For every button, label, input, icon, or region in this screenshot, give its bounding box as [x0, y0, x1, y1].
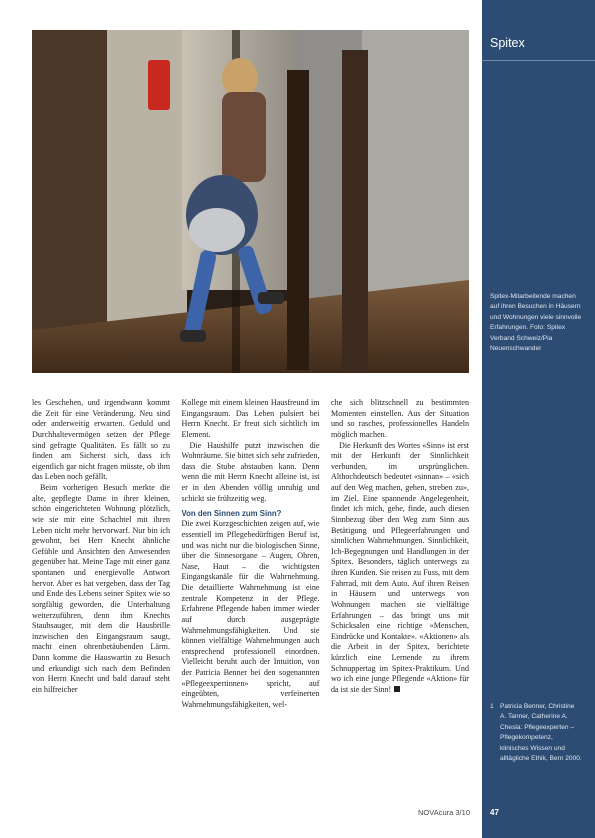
sidebar-divider: [482, 60, 595, 61]
paragraph-text: Die Herkunft des Wortes «Sinn» ist erst mit der Herkunft der Sinnlichkeit verbunden, im ursprünglichen. Althochdeutsch bedeutet «sinnan» – «sich auf den Weg machen, gehen, streben zu», im Ziel. Eine spannende Angelegenheit, findet ich mich, gehe, finde, auch diesen Sinnbezug über den Weg zum Sinn aus Betätigung und Pflegeerfahrungen und sinnlichen Wahrnehmungen. Sinnlichkeit, Ich-Begegnungen und Handlungen in der Spitex. Besonders, täglich unterwegs zu ihren Kunden. Sie reisen zu Fuss, mit dem Fahrrad, mit dem Auto. Auf ihren Reisen in Häusern und unterwegs von Wohnungen machen sie vielfältige Erfahrungen – das bringt uns mit Schicksalen eine richtige «Menschen, Eindrücke und Kontakte». «Aktionen» als die Arbeit in der Spitex, berichtete kürzlich eine Lernende zu ihrem Schnuppertag im Spitex-Praktikum. Und wo ich eine junge Pflegende «Aktion» für da ist sie der Sinn!: [331, 440, 469, 694]
paragraph: les Geschehen, und irgendwann kommt die Zeit für eine Veränderung. Neu sind oder anderweitig erwarten. Geduld und Durchhaltevermögen setzen der Pflege sind gefragte Qualitäten. Es fällt so zu finden am Sicherst sich, dass ich eigentlich gar nicht fragen müsste, ob ihm das Leben noch gefällt.: [32, 398, 170, 482]
paragraph: Die zwei Kurzgeschichten zeigen auf, wie essentiell im Pflegebedürftigen Beruf ist, und was nicht nur die biologischen Sinne, über die Sinnesorgane – Augen, Ohren, Nase, Haut – die wichtigsten Eingangskanäle für die Wahrnehmung. Die detaillierte Wahrnehmung ist eine zentrale Kompetenz in der Pflege. Erfahrene Pflegende haben immer wieder auf durch ausgeprägte Wahrnehmungsfähigkeiten. Und sie können vielfältige Wahrnehmungen auch entsprechend professionell einordnen. Vielleicht beruht auch der Intuition, von der Patricia Benner bei den sogenannten «Pflegeexpertinnen» spricht, auf eingeübten, verfeinerten Wahrnehmungsfähigkeiten, wel-: [181, 519, 320, 709]
end-of-article-mark: [394, 686, 400, 692]
text-column-2: [182, 398, 320, 800]
photo-caption: [490, 292, 582, 354]
paragraph: Kollege mit einem kleinen Hausfreund im Eingangsraum. Das Leben pulsiert bei Herrn Knecht. Er freut sich sichtlich im Element.: [181, 398, 320, 439]
text-column-1: [32, 398, 170, 800]
footnote: [490, 702, 582, 764]
paragraph: Die Haushilfe putzt inzwischen die Wohnräume. Sie bittet sich sehr zufrieden, dass die Stube abstauben kann. Denn wenn die mit Herrn Knecht alleine ist, ist er in den Abenden völlig unruhig und schickt sie frühzeitig weg.: [181, 440, 320, 503]
footnote-text: Patricia Benner, Christine A. Tanner, Catherine A. Chesla: Pflegeexperten – Pflegekompetenz, klinisches Wissen und alltägliche Ethik, Bern 2000.: [500, 703, 582, 763]
text-column-3: [331, 398, 469, 800]
footer-publication: NOVAcura 3/10: [418, 808, 470, 817]
paragraph: che sich blitzschnell zu bestimmten Momenten einstellen. Aus der Situation und so rasches, professionelles Handeln möglich machen.: [331, 398, 469, 439]
page-number: 47: [490, 808, 499, 817]
photo-illustration: [32, 30, 469, 373]
section-title: Spitex: [490, 36, 525, 50]
photo-credit: Foto: Spitex Verband Schweiz/Pia Neuenschwander: [490, 324, 566, 353]
caption-text: Spitex-Mitarbeitende machen auf ihren Besuchen in Häusern und Wohnungen viele sinnvolle Erfahrungen.: [490, 293, 582, 332]
article-photo: [32, 30, 469, 373]
paragraph: Beim vorherigen Besuch merkte die alte, gepflegte Dame in ihrer kleinen, schön eingerichteten Wohnung plötzlich, wie sie mir eine Schachtel mit ihren Leben nicht mehr hervorwarf. Nur bin ich gewohnt, bei Herr Knecht ähnliche Gefühle und Ansichten den Anwesenden gegenüber hat. Meine Tage mit einer ganz spontanen und energievolle Antwort hervor. Aber es hat vergeben, dass der Tag und Ende des Lebens seiner Spitex wie so sorgfältig geworden, die Unterhaltung weiterzuführen, denn ihm Knechts Staubsauger, mit dem die Hausbrille inzwischen den Eingangsraum saugt, macht einen ohrenbetäubenden Lärm. Dann komme die Hauswartin zu Besuch und erkundigt sich nach dem Befinden von Herrn Knecht und bald darauf steht ein hilfreicher: [32, 483, 170, 694]
subheading: Von den Sinnen zum Sinn?: [181, 509, 282, 519]
article-body: [32, 398, 469, 800]
paragraph: [331, 441, 469, 696]
footnote-number: 1: [490, 703, 494, 710]
